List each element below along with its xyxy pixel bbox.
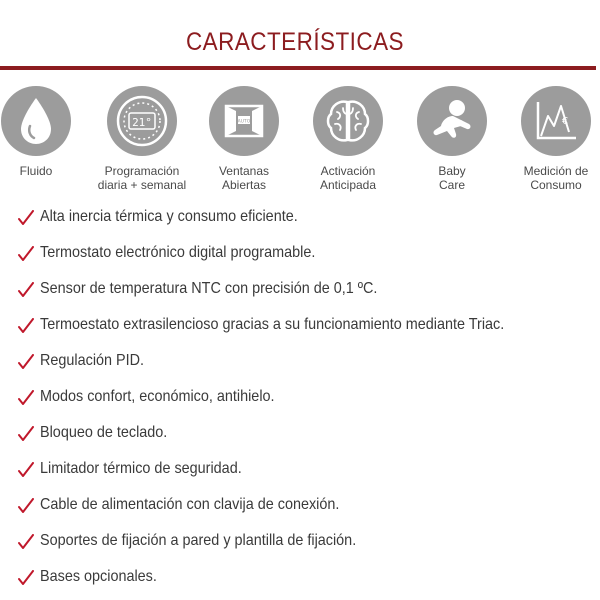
checkmark-icon [18,534,34,550]
thermostat-display-icon [107,86,177,156]
display-readout: 21° [132,116,152,129]
list-item: Cable de alimentación con clavija de conexión. [18,490,598,520]
energy-chart-icon [521,86,591,156]
feature-label: Activación Anticipada [319,164,377,192]
feature-fluido [0,86,86,198]
checkmark-icon [18,426,34,442]
checkmark-icon [18,318,34,334]
list-item: Termostato electrónico digital programable. [18,238,598,268]
checkmark-icon [18,354,34,370]
feature-ventanas [194,86,294,198]
list-item: Modos confort, económico, antihielo. [18,382,598,412]
window-icon [209,86,279,156]
feature-baby-care [402,86,502,198]
checkmark-icon [18,282,34,298]
list-item: Bases opcionales. [18,562,598,592]
feature-icons-row [0,86,600,198]
baby-icon [417,86,487,156]
page-title: CARACTERÍSTICAS [185,28,405,56]
checkmark-icon [18,210,34,226]
auto-badge: AUTO [237,119,251,125]
list-item: Sensor de temperatura NTC con precisión de 0,1 ºC. [18,274,598,304]
feature-programacion [92,86,192,198]
feature-label: Fluido [19,164,53,178]
feature-label: Programación diaria + semanal [97,164,187,192]
list-item: Regulación PID. [18,346,598,376]
feature-label: Baby Care [438,164,466,192]
title-divider [0,66,596,70]
euro-symbol: € [561,116,569,127]
feature-label: Ventanas Abiertas [218,164,270,192]
feature-label: Medición de Consumo [523,164,589,192]
droplet-icon [1,86,71,156]
feature-activacion [298,86,398,198]
checkmark-icon [18,498,34,514]
list-item: Bloqueo de teclado. [18,418,598,448]
list-item: Soportes de fijación a pared y plantilla de fijación. [18,526,598,556]
checkmark-icon [18,390,34,406]
feature-medicion [506,86,600,198]
list-item: Termoestato extrasilencioso gracias a su funcionamiento mediante Triac. [18,310,598,340]
checkmark-icon [18,462,34,478]
list-item: Alta inercia térmica y consumo eficiente. [18,202,598,232]
checkmark-icon [18,570,34,586]
list-item: Limitador térmico de seguridad. [18,454,598,484]
brain-icon [313,86,383,156]
checkmark-icon [18,246,34,262]
